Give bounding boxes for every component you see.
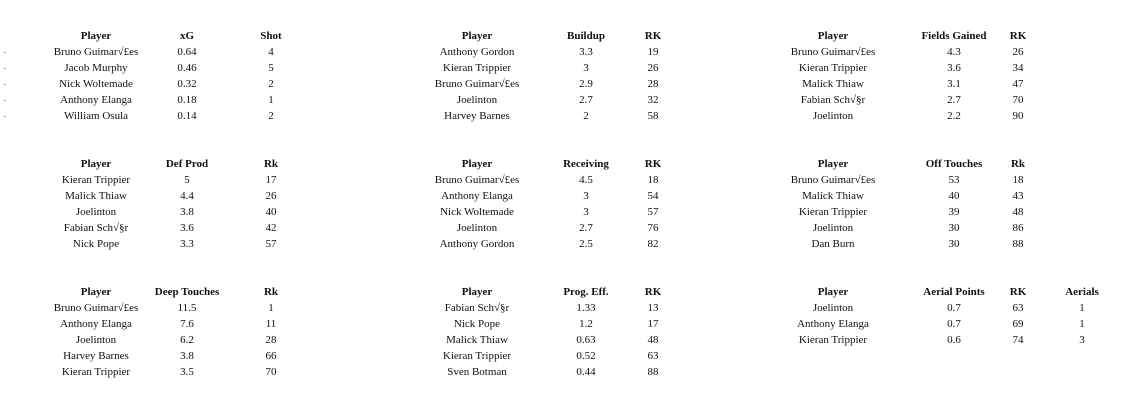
stat-value-cell: 40 [265,206,277,218]
stat-value-cell: 0.64 [177,46,197,58]
stat-value-cell: 3.8 [180,206,194,218]
player-name-cell: Joelinton [456,222,498,234]
stat-value-cell: 3 [583,190,589,202]
stat-value-cell: 2 [268,110,274,122]
stat-value-cell: 48 [647,334,659,346]
column-header: RK [644,30,662,42]
table-row [760,60,1120,76]
player-name-cell: Kieran Trippier [798,206,868,218]
column-header: Def Prod [165,158,209,170]
table-row [760,236,1120,252]
stat-value-cell: 4.3 [947,46,961,58]
player-name-cell: Anthony Elanga [60,94,132,106]
player-name-cell: Harvey Barnes [63,350,129,362]
stat-value-cell: 30 [948,222,960,234]
stat-value-cell: 28 [647,78,659,90]
stat-value-cell: 58 [647,110,659,122]
stat-value-cell: 13 [647,302,659,314]
stat-value-cell: 0.52 [576,350,596,362]
stat-value-cell: 11.5 [177,302,197,314]
stat-value-cell: 1 [268,302,274,314]
player-name-cell: Bruno Guimar√£es [434,78,520,90]
table-row [0,300,360,316]
player-name-cell: Joelinton [75,206,117,218]
stat-value-cell: 5 [268,62,274,74]
table-header-row [0,28,360,44]
column-header: Player [461,286,493,298]
stat-value-cell: 66 [265,350,277,362]
stat-value-cell: 0.14 [177,110,197,122]
stat-value-cell: 30 [948,238,960,250]
stat-value-cell: 26 [1012,46,1024,58]
stat-value-cell: 3 [583,206,589,218]
table-row [760,172,1120,188]
table-row [0,204,360,220]
player-name-cell: Kieran Trippier [61,174,131,186]
stat-value-cell: 5 [184,174,190,186]
table-header-row [400,28,760,44]
stat-value-cell: 1 [1079,318,1085,330]
table-row [0,236,360,252]
stat-value-cell: 39 [948,206,960,218]
table-row [0,108,360,124]
table-row [400,332,760,348]
table-row [400,220,760,236]
table-row [400,188,760,204]
column-header: Player [817,158,849,170]
table-row [400,76,760,92]
player-name-cell: Anthony Elanga [441,190,513,202]
stat-value-cell: 47 [1012,78,1024,90]
player-name-cell: Kieran Trippier [798,334,868,346]
player-name-cell: Joelinton [812,110,854,122]
table-row [400,60,760,76]
table-row [400,316,760,332]
stat-value-cell: 4.4 [180,190,194,202]
stat-value-cell: 17 [647,318,659,330]
stat-value-cell: 2.7 [579,222,593,234]
player-name-cell: Nick Woltemade [59,78,133,90]
player-name-cell: Bruno Guimar√£es [53,302,139,314]
table-row [0,76,360,92]
player-name-cell: Malick Thiaw [802,190,864,202]
stat-value-cell: 0.7 [947,302,961,314]
table-row [0,44,360,60]
stat-value-cell: 43 [1012,190,1024,202]
column-header: xG [179,30,195,42]
table-row [760,220,1120,236]
table-header-row [400,284,760,300]
margin-tick [4,68,6,69]
stat-value-cell: 32 [647,94,659,106]
table-row [0,220,360,236]
table-header-row [400,156,760,172]
column-header: RK [644,286,662,298]
column-header: RK [644,158,662,170]
table-row [0,60,360,76]
column-header: Aerial Points [923,286,985,298]
stat-value-cell: 1.2 [579,318,593,330]
player-name-cell: Bruno Guimar√£es [790,174,876,186]
stat-value-cell: 0.7 [947,318,961,330]
player-name-cell: Kieran Trippier [798,62,868,74]
stat-value-cell: 3.3 [579,46,593,58]
table-row [760,76,1120,92]
stat-value-cell: 0.32 [177,78,197,90]
stat-value-cell: 3.6 [180,222,194,234]
player-name-cell: Sven Botman [447,366,507,378]
table-row [400,236,760,252]
player-name-cell: Nick Woltemade [440,206,514,218]
stat-value-cell: 2.7 [579,94,593,106]
stat-value-cell: 48 [1012,206,1024,218]
stat-value-cell: 28 [265,334,277,346]
table-row [0,92,360,108]
table-header-row [760,156,1120,172]
column-header: Player [80,30,112,42]
player-name-cell: Anthony Gordon [439,238,515,250]
stat-value-cell: 0.6 [947,334,961,346]
table-row [0,348,360,364]
stat-value-cell: 2.2 [947,110,961,122]
table-row [760,316,1120,332]
stat-value-cell: 57 [265,238,277,250]
stat-value-cell: 53 [948,174,960,186]
stat-value-cell: 19 [647,46,659,58]
column-header: Prog. Eff. [563,286,609,298]
stat-value-cell: 17 [265,174,277,186]
player-name-cell: Kieran Trippier [442,350,512,362]
player-name-cell: Anthony Elanga [797,318,869,330]
table-row [0,188,360,204]
stat-value-cell: 4.5 [579,174,593,186]
table-row [0,172,360,188]
column-header: Aerials [1065,286,1099,298]
column-header: Player [817,30,849,42]
stat-value-cell: 3 [583,62,589,74]
column-header: Shot [260,30,282,42]
stat-value-cell: 2.5 [579,238,593,250]
player-name-cell: Bruno Guimar√£es [790,46,876,58]
table-row [0,316,360,332]
table-row [760,44,1120,60]
table-row [400,172,760,188]
stat-value-cell: 26 [647,62,659,74]
player-name-cell: Bruno Guimar√£es [434,174,520,186]
player-name-cell: Fabian Sch√§r [800,94,866,106]
player-name-cell: Fabian Sch√§r [63,222,129,234]
stat-value-cell: 74 [1012,334,1024,346]
stat-value-cell: 18 [1012,174,1024,186]
stat-value-cell: 54 [647,190,659,202]
stat-value-cell: 18 [647,174,659,186]
column-header: Rk [263,286,279,298]
column-header: Rk [263,158,279,170]
table-row [400,348,760,364]
stat-value-cell: 2.7 [947,94,961,106]
stat-value-cell: 2.9 [579,78,593,90]
table-row [400,92,760,108]
player-name-cell: Nick Pope [453,318,501,330]
stat-value-cell: 1 [1079,302,1085,314]
stat-value-cell: 40 [948,190,960,202]
stat-value-cell: 3.6 [947,62,961,74]
margin-tick [4,116,6,117]
stat-value-cell: 3.1 [947,78,961,90]
table-header-row [760,284,1120,300]
player-name-cell: Kieran Trippier [442,62,512,74]
margin-tick [4,100,6,101]
table-header-row [0,284,360,300]
stat-value-cell: 1 [268,94,274,106]
stat-value-cell: 7.6 [180,318,194,330]
stat-value-cell: 3.3 [180,238,194,250]
column-header: Player [461,30,493,42]
stat-value-cell: 57 [647,206,659,218]
table-row [0,364,360,380]
stat-value-cell: 3 [1079,334,1085,346]
stat-value-cell: 82 [647,238,659,250]
column-header: Off Touches [925,158,983,170]
stat-value-cell: 2 [268,78,274,90]
table-header-row [760,28,1120,44]
stat-value-cell: 2 [583,110,589,122]
stat-value-cell: 70 [265,366,277,378]
stat-value-cell: 11 [265,318,277,330]
table-row [760,188,1120,204]
player-name-cell: Malick Thiaw [65,190,127,202]
column-header: Rk [1010,158,1026,170]
stat-value-cell: 3.5 [180,366,194,378]
player-name-cell: Joelinton [812,302,854,314]
player-name-cell: Malick Thiaw [446,334,508,346]
player-name-cell: Anthony Gordon [439,46,515,58]
column-header: Player [80,286,112,298]
table-row [400,364,760,380]
column-header: Player [817,286,849,298]
column-header: Receiving [563,158,609,170]
player-name-cell: Jacob Murphy [64,62,128,74]
stat-value-cell: 0.63 [576,334,596,346]
stat-value-cell: 26 [265,190,277,202]
column-header: Player [80,158,112,170]
table-row [400,44,760,60]
stat-value-cell: 0.44 [576,366,596,378]
table-row [760,108,1120,124]
table-header-row [0,156,360,172]
player-name-cell: Bruno Guimar√£es [53,46,139,58]
stat-value-cell: 34 [1012,62,1024,74]
stat-value-cell: 88 [1012,238,1024,250]
stat-value-cell: 0.46 [177,62,197,74]
stat-value-cell: 88 [647,366,659,378]
table-row [760,300,1120,316]
column-header: Fields Gained [921,30,987,42]
margin-tick [4,52,6,53]
stat-value-cell: 1.33 [576,302,596,314]
player-name-cell: Harvey Barnes [444,110,510,122]
table-row [0,332,360,348]
column-header: RK [1009,30,1027,42]
player-name-cell: Joelinton [456,94,498,106]
table-row [400,300,760,316]
stat-value-cell: 90 [1012,110,1024,122]
player-name-cell: Fabian Sch√§r [444,302,510,314]
margin-tick [4,84,6,85]
player-name-cell: William Osula [63,110,129,122]
player-name-cell: Joelinton [75,334,117,346]
player-name-cell: Malick Thiaw [802,78,864,90]
column-header: Deep Touches [154,286,220,298]
stat-value-cell: 70 [1012,94,1024,106]
stat-value-cell: 6.2 [180,334,194,346]
stat-value-cell: 69 [1012,318,1024,330]
player-name-cell: Joelinton [812,222,854,234]
table-row [400,108,760,124]
table-row [760,92,1120,108]
stat-value-cell: 76 [647,222,659,234]
stat-value-cell: 63 [647,350,659,362]
player-name-cell: Dan Burn [811,238,855,250]
stat-value-cell: 4 [268,46,274,58]
table-row [760,332,1120,348]
column-header: Buildup [567,30,605,42]
table-row [400,204,760,220]
column-header: Player [461,158,493,170]
player-name-cell: Kieran Trippier [61,366,131,378]
stat-value-cell: 42 [265,222,277,234]
stat-value-cell: 86 [1012,222,1024,234]
column-header: RK [1009,286,1027,298]
stat-value-cell: 63 [1012,302,1024,314]
stat-value-cell: 3.8 [180,350,194,362]
player-name-cell: Anthony Elanga [60,318,132,330]
table-row [760,204,1120,220]
player-name-cell: Nick Pope [72,238,120,250]
stat-value-cell: 0.18 [177,94,197,106]
